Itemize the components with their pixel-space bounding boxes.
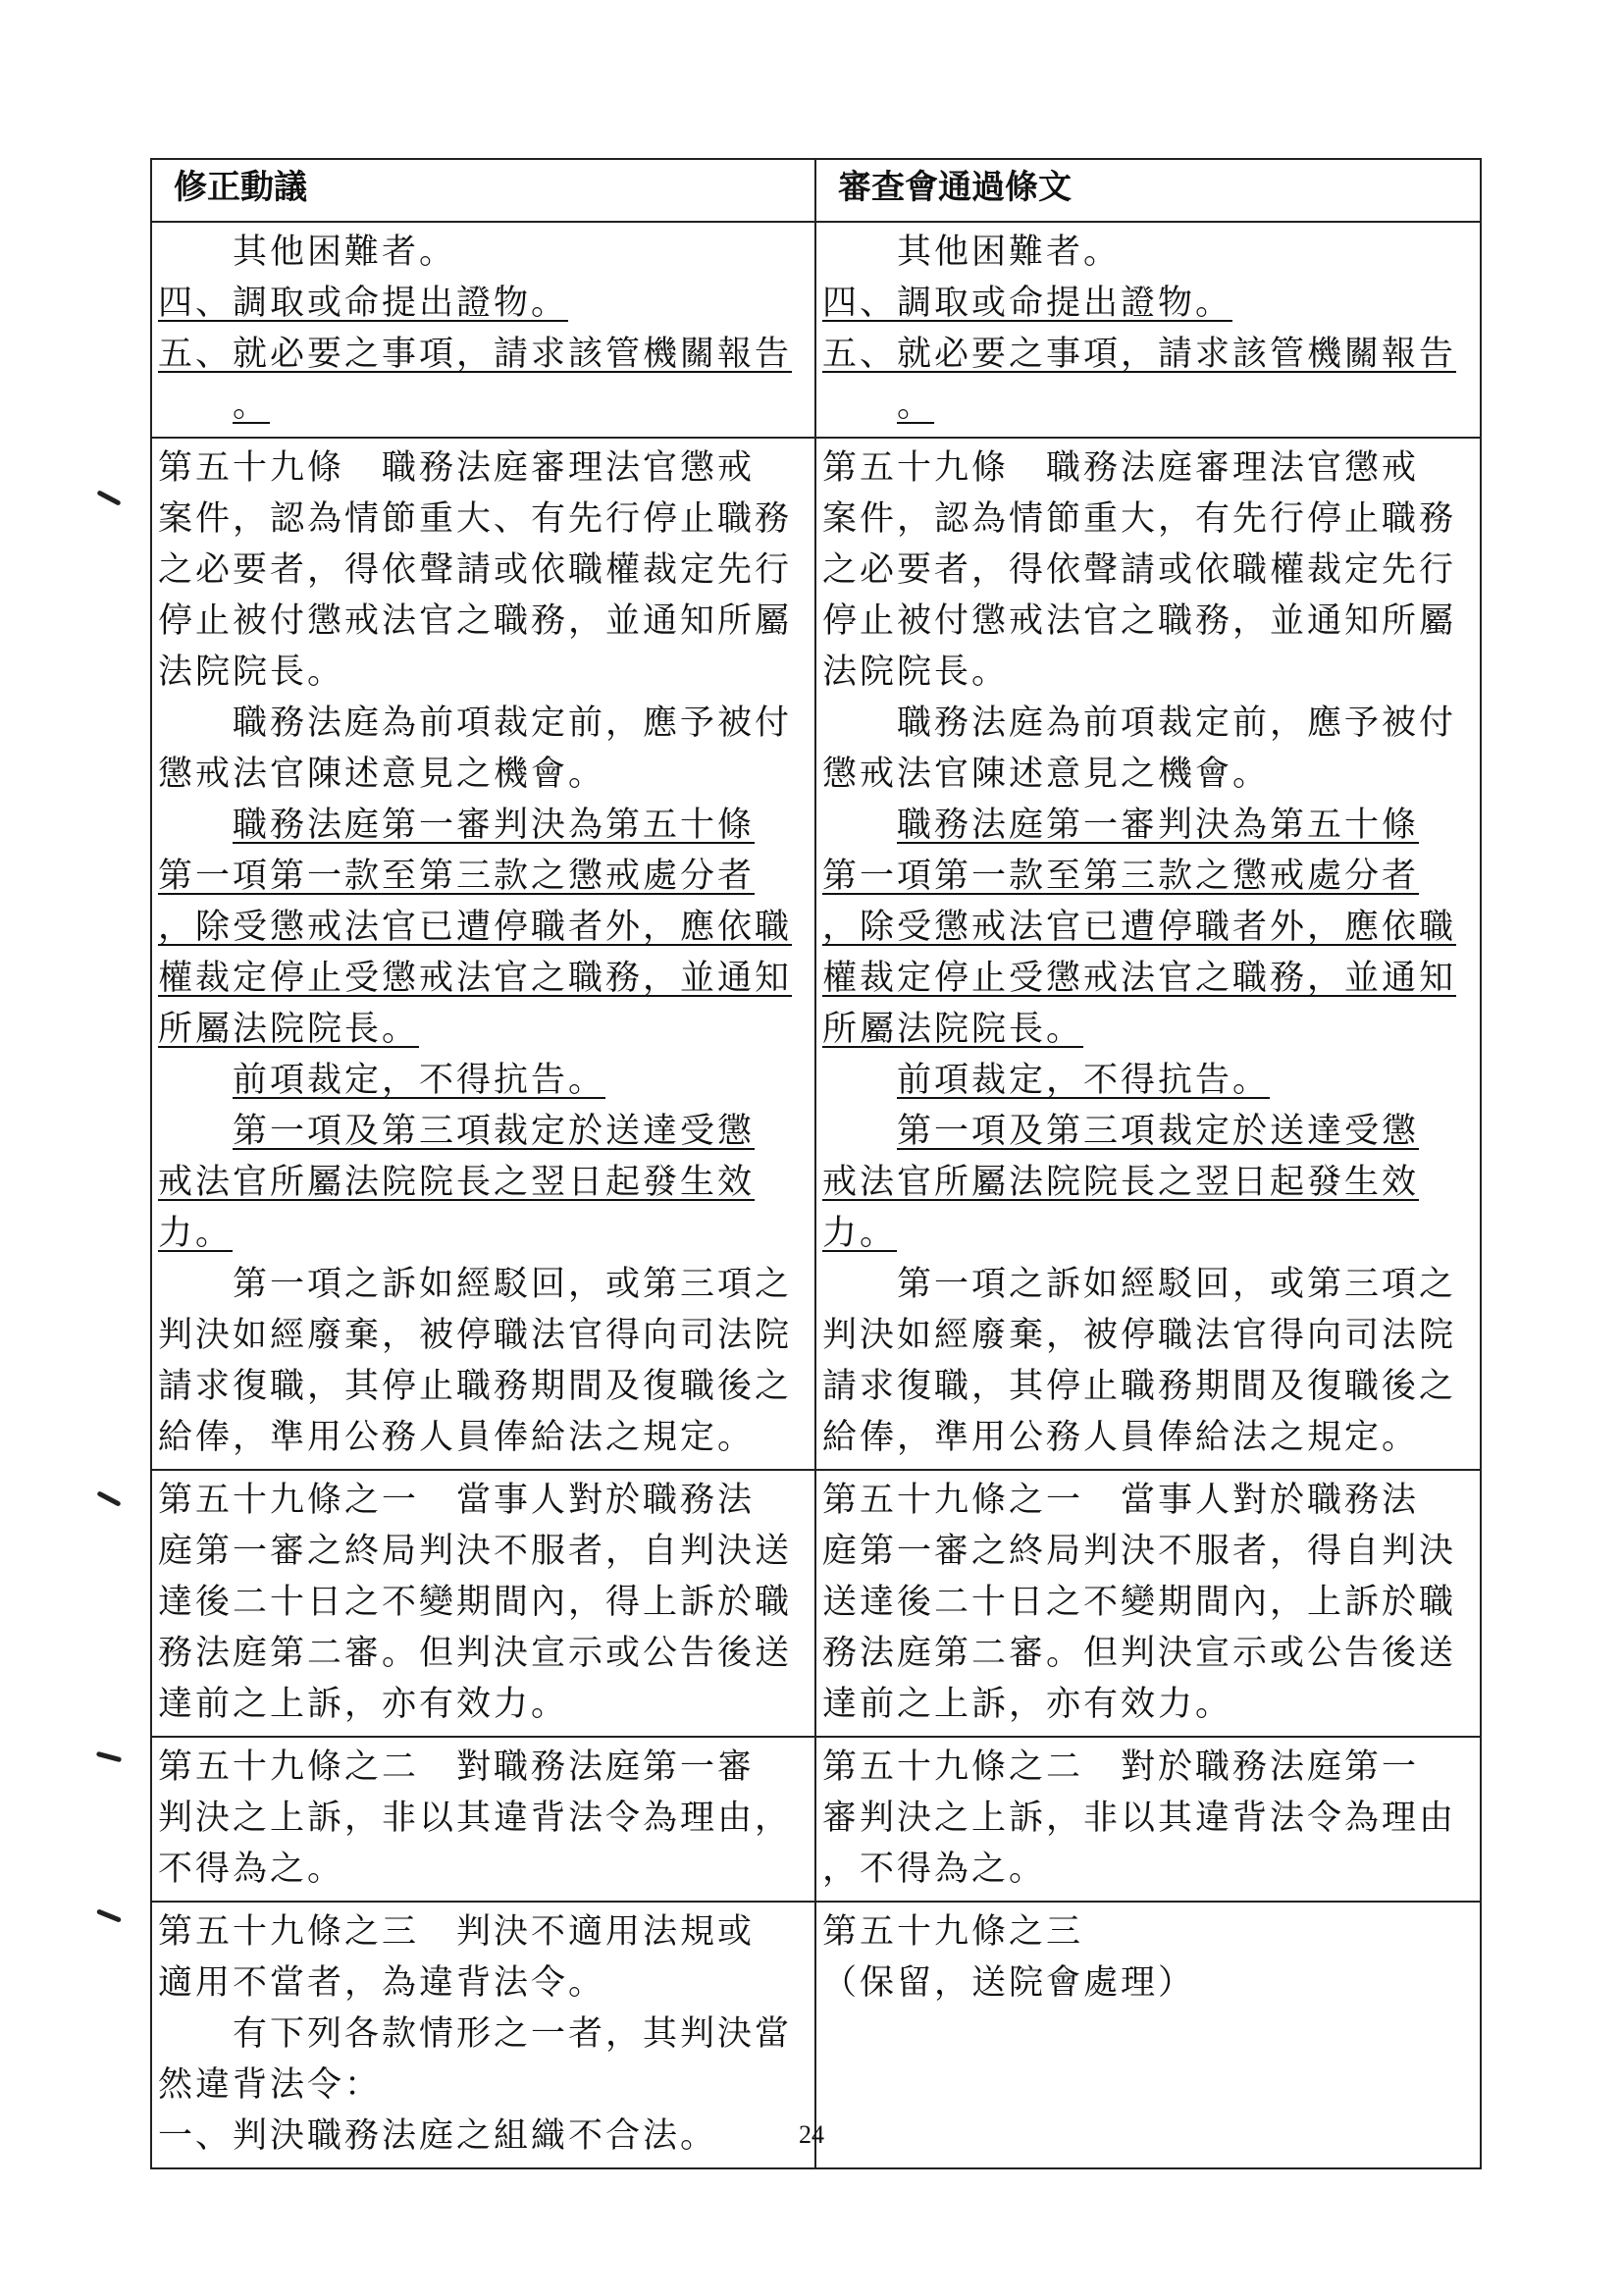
text-line: 四、調取或命提出證物。 [158,284,569,323]
text-line: 第一項及第三項裁定於送達受懲 [897,1112,1420,1151]
text-line: 第一項之訴如經駁回，或第三項之 [897,1265,1457,1304]
text-line: 其他困難者。 [897,233,1122,272]
text-line: 停止被付懲戒法官之職務，並通知所屬 [158,601,793,641]
text-line: 所屬法院院長。 [158,1010,420,1049]
text-line: 判決如經廢棄，被停職法官得向司法院 [822,1316,1457,1355]
text-line: 法院院長。 [158,652,345,692]
cell-right [815,438,1481,1470]
text-line: 給俸，準用公務人員俸給法之規定。 [158,1418,756,1457]
margin-mark [96,1490,121,1507]
text-line: 。 [897,386,935,425]
text-line: 力。 [822,1214,898,1253]
text-line: 判決如經廢棄，被停職法官得向司法院 [158,1316,793,1355]
text-line: 懲戒法官陳述意見之機會。 [158,755,606,794]
text-line: 給俸，準用公務人員俸給法之規定。 [822,1418,1420,1457]
text-line: 務法庭第二審。但判決宣示或公告後送 [158,1634,793,1673]
header-right: 審查會通過條文 [815,159,1481,222]
text-line: 有下列各款情形之一者，其判決當 [233,2014,793,2054]
table-row [151,222,1481,438]
text-line: 第五十九條之三 [822,1912,1084,1952]
text-line: 第一項及第三項裁定於送達受懲 [233,1112,756,1151]
text-line: 庭第一審之終局判決不服者，自判決送 [158,1532,793,1571]
text-line: 權裁定停止受懲戒法官之職務，並通知 [822,959,1457,998]
text-line: 之必要者，得依聲請或依職權裁定先行 [822,550,1457,590]
cell-left [151,438,815,1470]
text-line: 送達後二十日之不變期間內，上訴於職 [822,1583,1457,1622]
text-line: 第五十九條 職務法庭審理法官懲戒 [822,448,1420,488]
text-line: 一、判決職務法庭之組織不合法。 [158,2116,718,2156]
text-line: 職務法庭第一審判決為第五十條 [897,806,1420,845]
margin-mark [96,490,121,506]
text-line: 懲戒法官陳述意見之機會。 [822,755,1271,794]
text-line: 達後二十日之不變期間內，得上訴於職 [158,1583,793,1622]
text-line: 法院院長。 [822,652,1010,692]
cell-right [815,222,1481,438]
text-line: 請求復職，其停止職務期間及復職後之 [158,1367,793,1406]
text-line: 第一項第一款至第三款之懲戒處分者 [822,857,1420,896]
text-line: 職務法庭為前項裁定前，應予被付 [897,704,1457,743]
margin-mark [96,1751,122,1763]
text-line: 務法庭第二審。但判決宣示或公告後送 [822,1634,1457,1673]
text-line: 不得為之。 [158,1850,345,1889]
text-line: 審判決之上訴，非以其違背法令為理由 [822,1799,1457,1838]
text-line: 前項裁定，不得抗告。 [897,1061,1271,1100]
text-line: 第五十九條之一 當事人對於職務法 [822,1481,1420,1520]
text-line: 第五十九條之三 判決不適用法規或 [158,1912,756,1952]
cell-right [815,1737,1481,1902]
text-line: 五、就必要之事項，請求該管機關報告 [158,335,793,374]
text-line: 戒法官所屬法院院長之翌日起發生效 [822,1163,1420,1202]
header-row [151,159,1481,222]
text-line: 前項裁定，不得抗告。 [233,1061,606,1100]
text-line: 請求復職，其停止職務期間及復職後之 [822,1367,1457,1406]
text-line: 庭第一審之終局判決不服者，得自判決 [822,1532,1457,1571]
header-left: 修正動議 [151,159,815,222]
text-line: 之必要者，得依聲請或依職權裁定先行 [158,550,793,590]
table-row [151,1470,1481,1737]
text-line: 達前之上訴，亦有效力。 [158,1685,569,1724]
text-line: 停止被付懲戒法官之職務，並通知所屬 [822,601,1457,641]
text-line: 案件，認為情節重大、有先行停止職務 [158,499,793,539]
text-line: 第一項之訴如經駁回，或第三項之 [233,1265,793,1304]
text-line: 第一項第一款至第三款之懲戒處分者 [158,857,756,896]
margin-mark [96,1908,122,1922]
text-line: ，除受懲戒法官已遭停職者外，應依職 [158,908,793,947]
text-line: ，除受懲戒法官已遭停職者外，應依職 [822,908,1457,947]
cell-left [151,1470,815,1737]
text-line: 五、就必要之事項，請求該管機關報告 [822,335,1457,374]
cell-right [815,1470,1481,1737]
text-line: ，不得為之。 [822,1850,1047,1889]
text-line: 。 [233,386,271,425]
text-line: 四、調取或命提出證物。 [822,284,1233,323]
text-line: 職務法庭第一審判決為第五十條 [233,806,756,845]
comparison-table [150,158,1482,2169]
text-line: 第五十九條之二 對於職務法庭第一 [822,1748,1420,1787]
text-line: 然違背法令： [158,2065,383,2105]
cell-left [151,1737,815,1902]
cell-left [151,222,815,438]
text-line: 權裁定停止受懲戒法官之職務，並通知 [158,959,793,998]
page-number: 24 [799,2120,824,2149]
text-line: 第五十九條之一 當事人對於職務法 [158,1481,756,1520]
text-line: 所屬法院院長。 [822,1010,1084,1049]
text-line: 力。 [158,1214,234,1253]
text-line: 第五十九條之二 對職務法庭第一審 [158,1748,756,1787]
text-line: 職務法庭為前項裁定前，應予被付 [233,704,793,743]
text-line: 適用不當者，為違背法令。 [158,1963,606,2003]
table-row [151,438,1481,1470]
text-line: 第五十九條 職務法庭審理法官懲戒 [158,448,756,488]
table-row [151,1737,1481,1902]
text-line: 其他困難者。 [233,233,457,272]
text-line: （保留，送院會處理） [822,1963,1196,2003]
text-line: 案件，認為情節重大，有先行停止職務 [822,499,1457,539]
text-line: 達前之上訴，亦有效力。 [822,1685,1233,1724]
text-line: 戒法官所屬法院院長之翌日起發生效 [158,1163,756,1202]
text-line: 判決之上訴，非以其違背法令為理由， [158,1799,793,1838]
